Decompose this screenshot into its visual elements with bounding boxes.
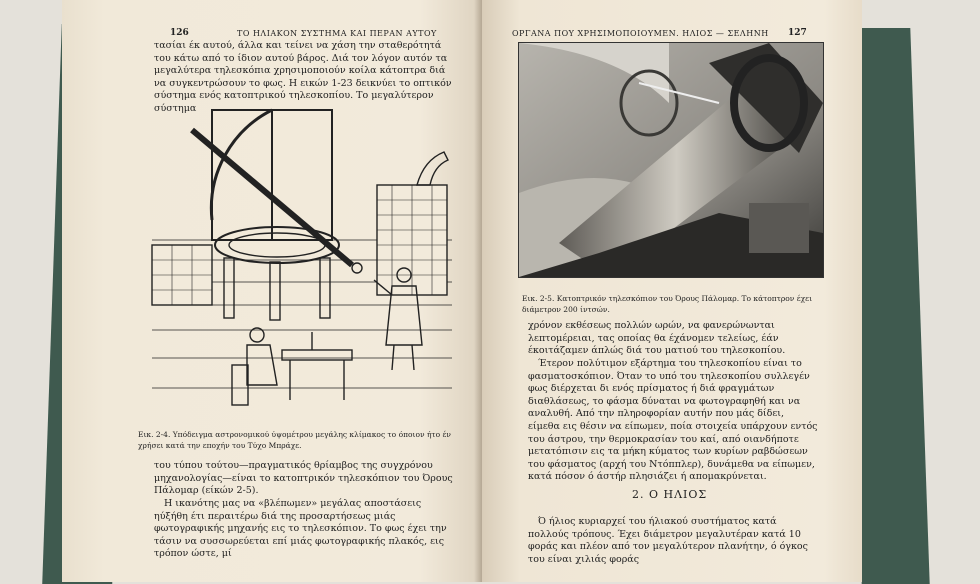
right-paragraph-3: Ό ήλιος κυριαρχεί του ήλιακού συστήματος κατά πολλούς τρόπους. Έχει διάμετρον μεγαλυτέραν κατά 10 φοράς και πλέον από τον μεγαλύτερον πλανήτην, ό όγκος του είναι χιλιάς φοράς xyxy=(528,516,808,565)
tycho-brahe-quadrant-illustration xyxy=(152,100,452,422)
right-running-head: ΟΡΓΑΝΑ ΠΟΥ ΧΡΗΣΙΜΟΠΟΙΟΥΜΕΝ. ΗΛΙΟΣ — ΣΕΛΗΝΗ xyxy=(512,29,769,38)
left-page xyxy=(62,0,482,582)
right-page xyxy=(482,0,862,582)
left-top-paragraph: τασίαι έκ αυτού, άλλα και τείνει να χάση την σταθερότητά του κάτω από το ίδιον αυτού βάρος. Διά τον λόγον αυτόν τα μεγαλύτερα τηλεσκόπια χρησιμοποιούν κοίλα κάτοπτρα διά να συγκεντρώσουν το φως. Η εικών 1-23 δεικνύει το οπτικόν σύστημα ενός κατοπτρικού τηλεσκοπίου. Το μεγαλύτερον σύστημα xyxy=(154,40,452,114)
right-paragraph-2: Έτερον πολύτιμον εξάρτημα του τηλεσκοπίου είναι το φασματοσκόπιον. Όταν το υπό του τηλεσκοπίου συλλεγέν φως διέρχεται δι ενός πρίσματος ή διά φραγμάτων διαθλάσεως, το φάσμα δύναται να φωτογραφηθή και να αναλυθή. Από την πληροφορίαν αυτήν που μάς δίδει, είμεθα εις θέσιν να είπωμεν, ποία στοιχεία υπάρχουν εντός του άστρου, την θερμοκρασίαν του καί, από οιανδήποτε μετατόπισιν εις τα μήκη κύματος των κυρίων ραβδώσεων του φάσματος (αρχή του Ντόππλερ), δυνάμεθα να είπωμεν, κατά πόσον ό άστήρ πλησιάζει ή απομακρύνεται. xyxy=(528,358,818,483)
palomar-telescope-photo xyxy=(518,42,824,278)
left-bottom-paragraph-2: Η ικανότης μας να «βλέπωμεν» μεγάλας αποστάσεις ηύξήθη έτι περαιτέρω διά της προσαρτήσεως μιάς φωτογραφικής μηχανής εις το τηλεσκόπιον. Το φως έχει την τάσιν να συσσωρεύεται επί μιάς φωτογραφικής πλακός, εις τρόπον ώστε, μί xyxy=(154,498,447,560)
left-page-number: 126 xyxy=(170,28,189,38)
left-figure-caption: Εικ. 2-4. Υπόδειγμα αστρονομικού ύψομέτρου μεγάλης κλίμακος το όποιον ήτο έν χρήσει κατά την εποχήν του Τύχο Μπράχε. xyxy=(138,430,451,450)
section-title: 2. Ο ΗΛΙΟΣ xyxy=(632,488,708,501)
right-page-number: 127 xyxy=(788,28,807,38)
right-figure-caption: Εικ. 2-5. Κατοπτρικόν τηλεσκόπιον του Όρους Πάλομαρ. Το κάτοπτρον έχει διάμετρον 200 ίντσών. xyxy=(522,294,813,314)
right-paragraph-1: χρόνον εκθέσεως πολλών ωρών, να φανερώνωνται λεπτομέρειαι, τας οποίας θα έχάνομεν τελείως, έάν έκοιτάζαμεν άπλώς διά του ματιού του τηλεσκοπίου. xyxy=(528,320,786,357)
left-running-head: ΤΟ ΗΛΙΑΚΟΝ ΣΥΣΤΗΜΑ ΚΑΙ ΠΕΡΑΝ ΑΥΤΟΥ xyxy=(237,29,437,38)
left-bottom-paragraph-1: του τύπου τούτου—πραγματικός θρίαμβος της συγχρόνου μηχανολογίας—είναι το κατοπτρικόν τηλεσκόπιον του Όρους Πάλομαρ (είκών 2-5). xyxy=(154,460,453,497)
